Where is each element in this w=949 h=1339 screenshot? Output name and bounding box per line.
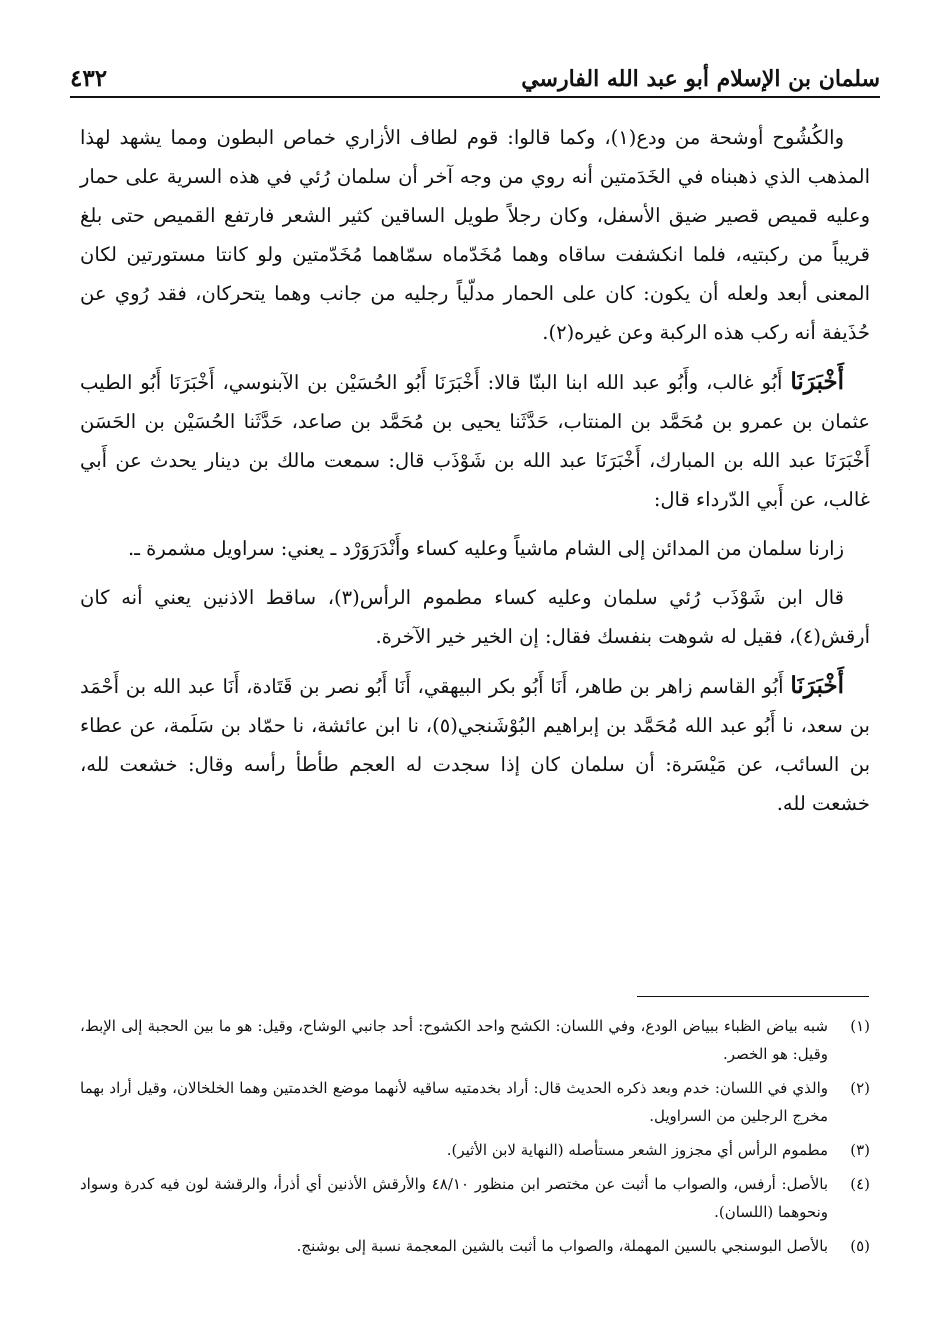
footnote-text: مطموم الرأس أي مجزوز الشعر مستأصله (النهاية لابن الأثير). — [446, 1141, 828, 1159]
footnote-number: (١) — [850, 1017, 870, 1035]
footnote-text: بالأصل: أرفس، والصواب ما أثبت عن مختصر ابن منظور ٤٨/١٠ والأرقش الأذنين أي أذرأ، والرقشة لون فيه كدرة وسواد ونحوهما (اللسان). — [80, 1175, 828, 1221]
running-title: سلمان بن الإسلام أبو عبد الله الفارسي — [521, 66, 880, 92]
footnote-text: بالأصل البوسنجي بالسين المهملة، والصواب ما أثبت بالشين المعجمة نسبة إلى بوشنج. — [296, 1237, 828, 1255]
footnote-separator — [637, 996, 869, 997]
footnote — [80, 1170, 870, 1226]
paragraph — [80, 362, 870, 519]
footnotes — [80, 1012, 870, 1266]
page-number: ٤٣٢ — [70, 65, 108, 92]
paragraph — [80, 529, 870, 568]
footnote-number: (٥) — [850, 1237, 870, 1255]
main-text — [80, 118, 870, 833]
footnote-text: والذي في اللسان: خدم وبعد ذكره الحديث قال: أراد بخدمتيه ساقيه لأنهما موضع الخدمتين وهما الخلخالان، وقيل أراد بهما مخرج الرجلين من السراويل. — [80, 1079, 828, 1125]
isnad-lead: أَخْبَرَنَا — [790, 672, 844, 699]
footnote — [80, 1012, 870, 1068]
footnote-number: (٣) — [850, 1141, 870, 1159]
paragraph-text: والكُشُوح أوشحة من ودع(١)، وكما قالوا: قوم لطاف الأزاري خماص البطون ومما يشهد لهذا المذهب الذي ذهبناه في الخَدَمتين أنه روي من وجه آخر أن سلمان رُئي في هذه السرية على حمار وعليه قميص قصير ضيق الأسفل، وكان رجلاً طويل الساقين كثير الشعر فارتفع القميص حتى بلغ قريباً من ركبتيه، فلما انكشفت ساقاه وهما مُخَدّماه سمّاهما مُخَدّمتين ولو كانتا مستورتين لكان المعنى أبعد ولعله أن يكون: كان على الحمار مدلّياً رجليه من جانب وهما يتحركان، فقد رُوي عن حُذَيفة أنه ركب هذه الركبة وعن غيره(٢). — [80, 126, 870, 344]
paragraph-text: قال ابن شَوْذَب رُئي سلمان وعليه كساء مطموم الرأس(٣)، ساقط الاذنين يعني أنه كان أرقش(٤)، فقيل له شوهت بنفسك فقال: إن الخير خير الآخرة. — [80, 586, 870, 648]
paragraph — [80, 578, 870, 656]
footnote-number: (٢) — [850, 1079, 870, 1097]
footnote — [80, 1232, 870, 1260]
footnote — [80, 1074, 870, 1130]
paragraph-text: زارنا سلمان من المدائن إلى الشام ماشياً وعليه كساء وأَنْدَرَوَرْد ـ يعني: سراويل مشمرة ـ. — [128, 537, 844, 560]
paragraph-text: أَبُو القاسم زاهر بن طاهر، أَنَا أَبُو بكر البيهقي، أَنَا أَبُو نصر بن قَتَادة، أَنَا عبد الله بن أَحْمَد بن سعد، نا أَبُو عبد الله مُحَمَّد بن إبراهيم البُوْشَنجي(٥)، نا ابن عائشة، نا حمّاد بن سَلَمة، عن عطاء بن السائب، عن مَيْسَرة: أن سلمان كان إذا سجدت له العجم طأطأ رأسه وقال: خشعت لله، خشعت لله. — [80, 675, 870, 815]
footnote — [80, 1136, 870, 1164]
paragraph — [80, 666, 870, 823]
isnad-lead: أَخْبَرَنَا — [790, 368, 844, 395]
footnote-number: (٤) — [850, 1175, 870, 1193]
page-header — [70, 60, 880, 98]
footnote-text: شبه بياض الظباء ببياض الودع، وفي اللسان: الكشح واحد الكشوح: أحد جانبي الوشاح، وقيل: هو ما بين الحجبة إلى الإبط، وقيل: هو الخصر. — [80, 1017, 828, 1063]
paragraph-text: أَبُو غالب، وأَبُو عبد الله ابنا البنّا قالا: أَخْبَرَنَا أَبُو الحُسَيْن بن الآبنوسي، أَخْبَرَنَا أَبُو الطيب عثمان بن عمرو بن مُحَمَّد بن المنتاب، حَدَّثَنا يحيى بن مُحَمَّد بن صاعد، حَدَّثَنا الحُسَيْن بن الحَسَن أَخْبَرَنَا عبد الله بن المبارك، أَخْبَرَنَا عبد الله بن شَوْذَب قال: سمعت مالك بن دينار يحدث عن أَبي غالب، عن أَبي الدّرداء قال: — [80, 371, 870, 511]
paragraph — [80, 118, 870, 352]
